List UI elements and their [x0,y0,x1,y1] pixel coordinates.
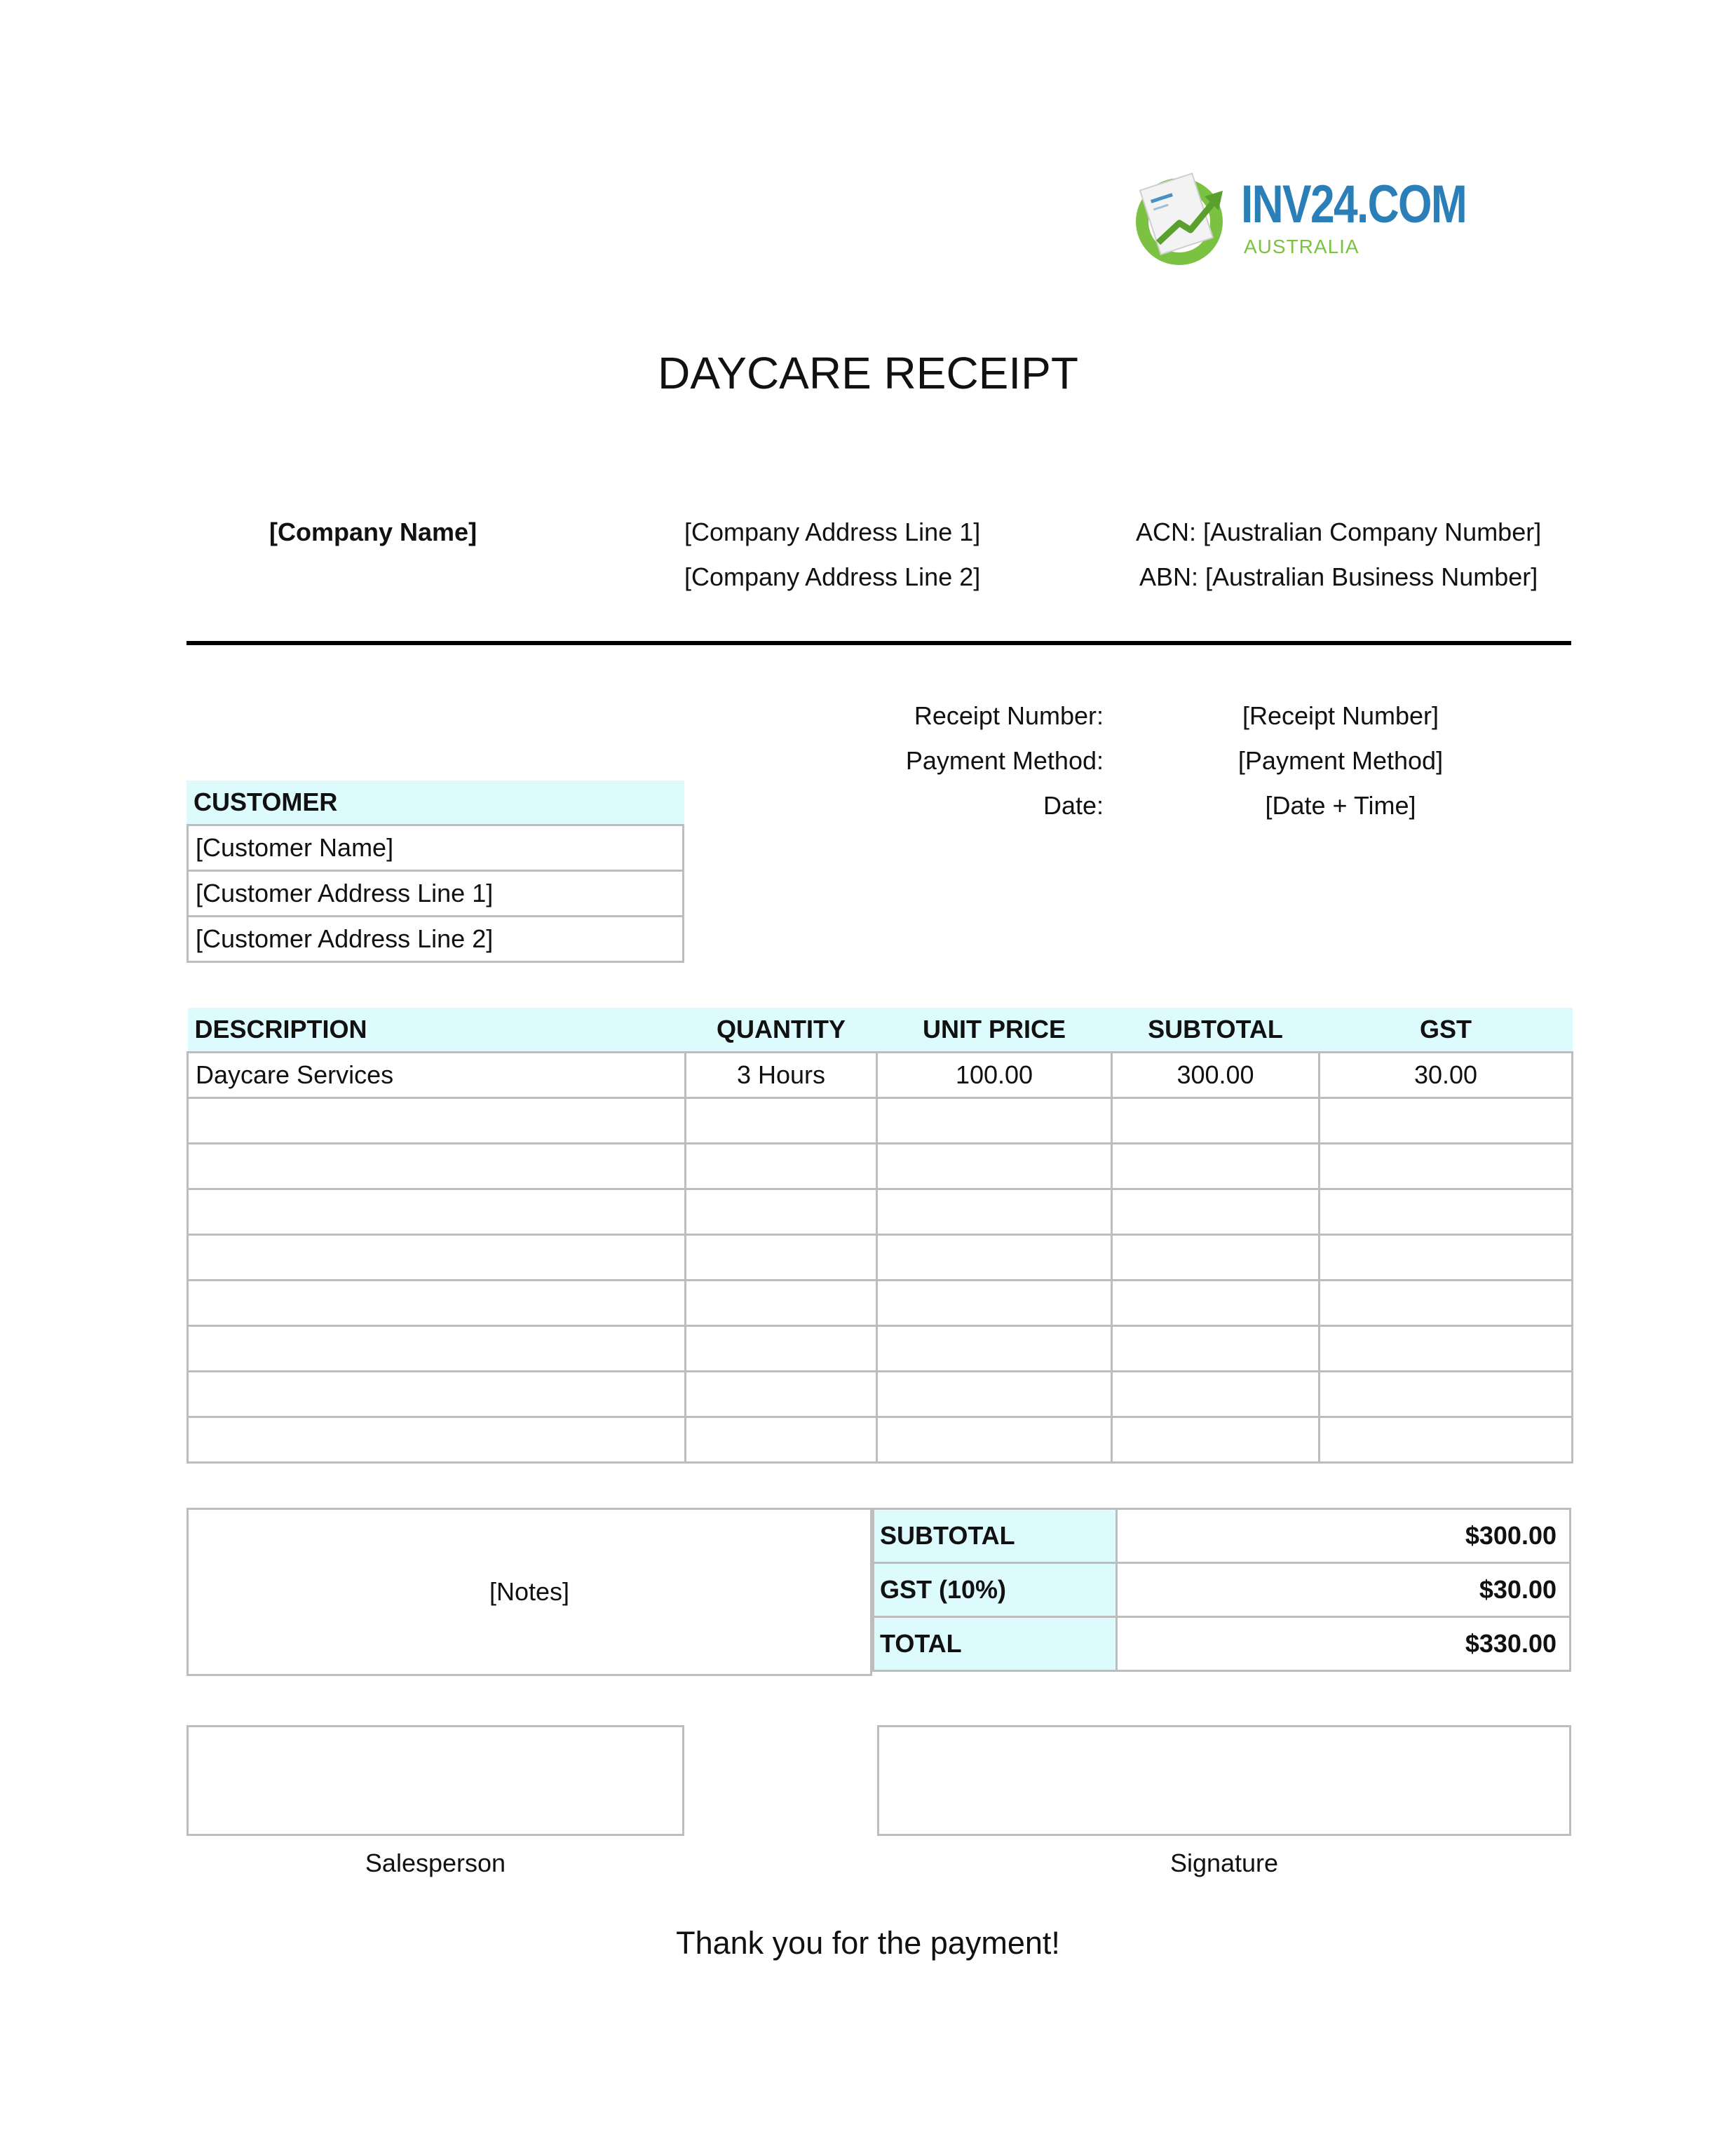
cell-quantity [686,1144,877,1189]
cell-gst [1320,1326,1573,1372]
table-row [188,1144,1573,1189]
totals-row [874,1617,1571,1671]
company-acn: ACN: [Australian Company Number] [1136,518,1542,546]
cell-description [188,1235,686,1281]
payment-method-value: [Payment Method] [1237,746,1444,775]
salesperson-box [187,1725,684,1836]
cell-gst [1320,1189,1573,1235]
notes-box [187,1508,872,1676]
cell-quantity [686,1235,877,1281]
col-header-quantity: QUANTITY [686,1008,877,1053]
table-row [188,1235,1573,1281]
customer-header: CUSTOMER [187,781,684,826]
customer-address-line-2: [Customer Address Line 2] [187,917,684,963]
page-title: DAYCARE RECEIPT [658,348,1078,398]
cell-quantity [686,1098,877,1144]
cell-gst [1320,1098,1573,1144]
items-body [188,1053,1573,1463]
cell-unit-price [877,1235,1112,1281]
table-row [188,1372,1573,1417]
cell-unit-price: 100.00 [877,1053,1112,1098]
receipt-number-value: [Receipt Number] [1242,701,1439,730]
cell-subtotal [1112,1326,1320,1372]
cell-unit-price [877,1189,1112,1235]
cell-subtotal [1112,1372,1320,1417]
subtotal-label: SUBTOTAL [874,1509,1117,1563]
cell-subtotal [1112,1144,1320,1189]
col-header-subtotal: SUBTOTAL [1112,1008,1320,1053]
totals-table [872,1508,1571,1672]
gst-value: $30.00 [1117,1563,1571,1617]
cell-subtotal [1112,1417,1320,1463]
cell-gst [1320,1372,1573,1417]
cell-gst [1320,1417,1573,1463]
table-row [188,1417,1573,1463]
cell-description [188,1144,686,1189]
subtotal-value: $300.00 [1117,1509,1571,1563]
cell-description [188,1417,686,1463]
logo-subtext: AUSTRALIA [1244,236,1359,257]
totals-row [874,1509,1571,1563]
cell-quantity [686,1281,877,1326]
header-divider [187,641,1571,645]
col-header-unit-price: UNIT PRICE [877,1008,1112,1053]
brand-logo [1130,166,1467,271]
cell-description [188,1326,686,1372]
col-header-gst: GST [1320,1008,1573,1053]
date-label: Date: [1043,791,1104,820]
table-row [188,1098,1573,1144]
table-row [188,1053,1573,1098]
salesperson-label: Salesperson [365,1849,506,1877]
logo-text: INV24.COM [1241,175,1467,234]
col-header-description: DESCRIPTION [188,1008,686,1053]
cell-unit-price [877,1372,1112,1417]
cell-description [188,1372,686,1417]
customer-address-line-1: [Customer Address Line 1] [187,872,684,917]
payment-method-label: Payment Method: [905,746,1104,775]
date-value: [Date + Time] [1265,791,1416,820]
cell-subtotal [1112,1235,1320,1281]
signature-label: Signature [1169,1849,1279,1877]
total-label: TOTAL [874,1617,1117,1671]
cell-description [188,1098,686,1144]
cell-gst: 30.00 [1320,1053,1573,1098]
cell-subtotal [1112,1189,1320,1235]
cell-description: Daycare Services [188,1053,686,1098]
cell-quantity [686,1189,877,1235]
cell-gst [1320,1281,1573,1326]
company-address-line-2: [Company Address Line 2] [684,562,981,591]
cell-subtotal [1112,1281,1320,1326]
cell-description [188,1189,686,1235]
table-row [188,1281,1573,1326]
cell-quantity [686,1372,877,1417]
customer-name: [Customer Name] [187,826,684,872]
gst-label: GST (10%) [874,1563,1117,1617]
cell-gst [1320,1144,1573,1189]
items-header-row [188,1008,1573,1053]
cell-unit-price [877,1098,1112,1144]
cell-quantity: 3 Hours [686,1053,877,1098]
cell-subtotal [1112,1098,1320,1144]
company-abn: ABN: [Australian Business Number] [1139,562,1538,591]
cell-subtotal: 300.00 [1112,1053,1320,1098]
cell-quantity [686,1417,877,1463]
table-row [188,1326,1573,1372]
notes-text: [Notes] [489,1577,570,1606]
cell-quantity [686,1326,877,1372]
company-name: [Company Name] [269,518,477,546]
company-address-line-1: [Company Address Line 1] [684,518,981,546]
cell-unit-price [877,1144,1112,1189]
cell-unit-price [877,1281,1112,1326]
total-value: $330.00 [1117,1617,1571,1671]
cell-gst [1320,1235,1573,1281]
cell-description [188,1281,686,1326]
cell-unit-price [877,1417,1112,1463]
receipt-number-label: Receipt Number: [914,701,1104,730]
logo-icon [1130,166,1235,271]
items-table [187,1008,1573,1464]
customer-block [187,781,684,963]
cell-unit-price [877,1326,1112,1372]
signature-box [877,1725,1571,1836]
table-row [188,1189,1573,1235]
totals-row [874,1563,1571,1617]
thank-you-message: Thank you for the payment! [676,1925,1060,1961]
